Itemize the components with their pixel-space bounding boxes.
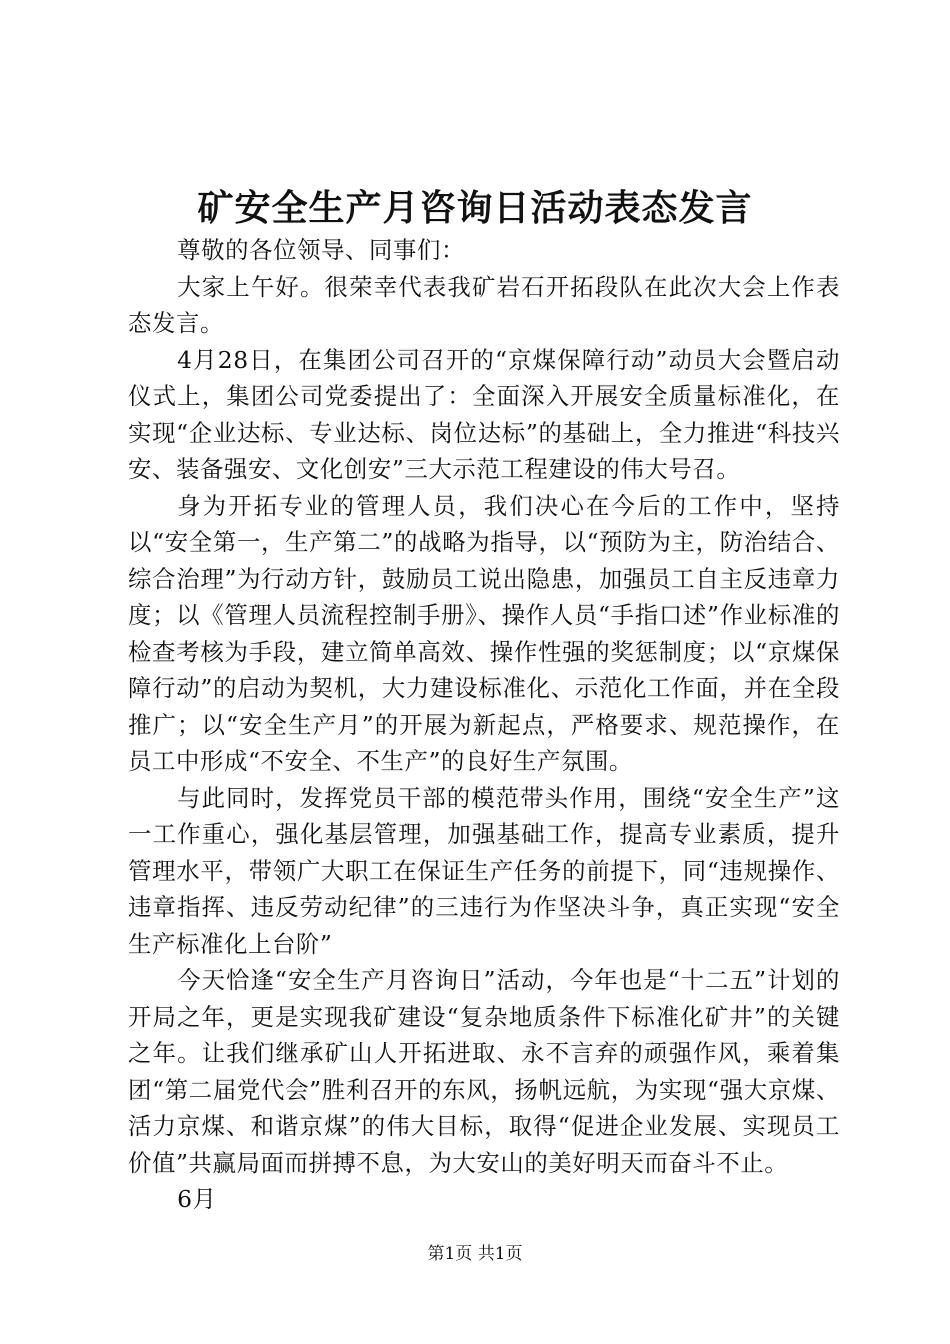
salutation-paragraph: 尊敬的各位领导、同事们：: [177, 236, 466, 264]
commitment-paragraph: 身为开拓专业的管理人员，我们决心在今后的工作中，坚持以“安全第一，生产第二”的战略为指导，以“预防为主，防治结合、综合治理”为行动方针，鼓励员工说出隐患，加强员工自主反违章力度；以《管理人员流程控制手册》、操作人员“手指口述”作业标准的检查考核为手段，建立简单高效、操作性强的奖惩制度；以“京煤保障行动”的启动为契机，大力建设标准化、示范化工作面，并在全段推广；以“安全生产月”的开展为新起点，严格要求、规范操作，在员工中形成“不安全、不生产”的良好生产氛围。: [128, 491, 840, 775]
document-title: 矿安全生产月咨询日活动表态发言: [197, 187, 753, 229]
background-paragraph: 4月28日，在集团公司召开的“京煤保障行动”动员大会暨启动仪式上，集团公司党委提出了：全面深入开展安全质量标准化，在实现“企业达标、专业达标、岗位达标”的基础上，全力推进“科技兴安、装备强安、文化创安”三大示范工程建设的伟大号召。: [128, 345, 840, 483]
closing-paragraph: 今天恰逢“安全生产月咨询日”活动，今年也是“十二五”计划的开局之年，更是实现我矿建设“复杂地质条件下标准化矿井”的关键之年。让我们继承矿山人开拓进取、永不言弃的顽强作风，乘着集团“第二届党代会”胜利召开的东风，扬帆远航，为实现“强大京煤、活力京煤、和谐京煤”的伟大目标，取得“促进企业发展、实现员工价值”共赢局面而拼搏不息，为大安山的美好明天而奋斗不止。: [128, 966, 840, 1177]
party-role-paragraph: 与此同时，发挥党员干部的模范带头作用，围绕“安全生产”这一工作重心，强化基层管理，加强基础工作，提高专业素质，提升管理水平，带领广大职工在保证生产任务的前提下，同“违规操作、违章指挥、违反劳动纪律”的三违行为作坚决斗争，真正实现“安全生产标准化上台阶”: [128, 783, 840, 958]
page-number-footer: 第1页 共1页: [427, 1244, 523, 1264]
document-body: [128, 232, 840, 1218]
greeting-paragraph: 大家上午好。很荣幸代表我矿岩石开拓段队在此次大会上作表态发言。: [128, 272, 840, 337]
date-paragraph: 6月: [177, 1185, 217, 1213]
